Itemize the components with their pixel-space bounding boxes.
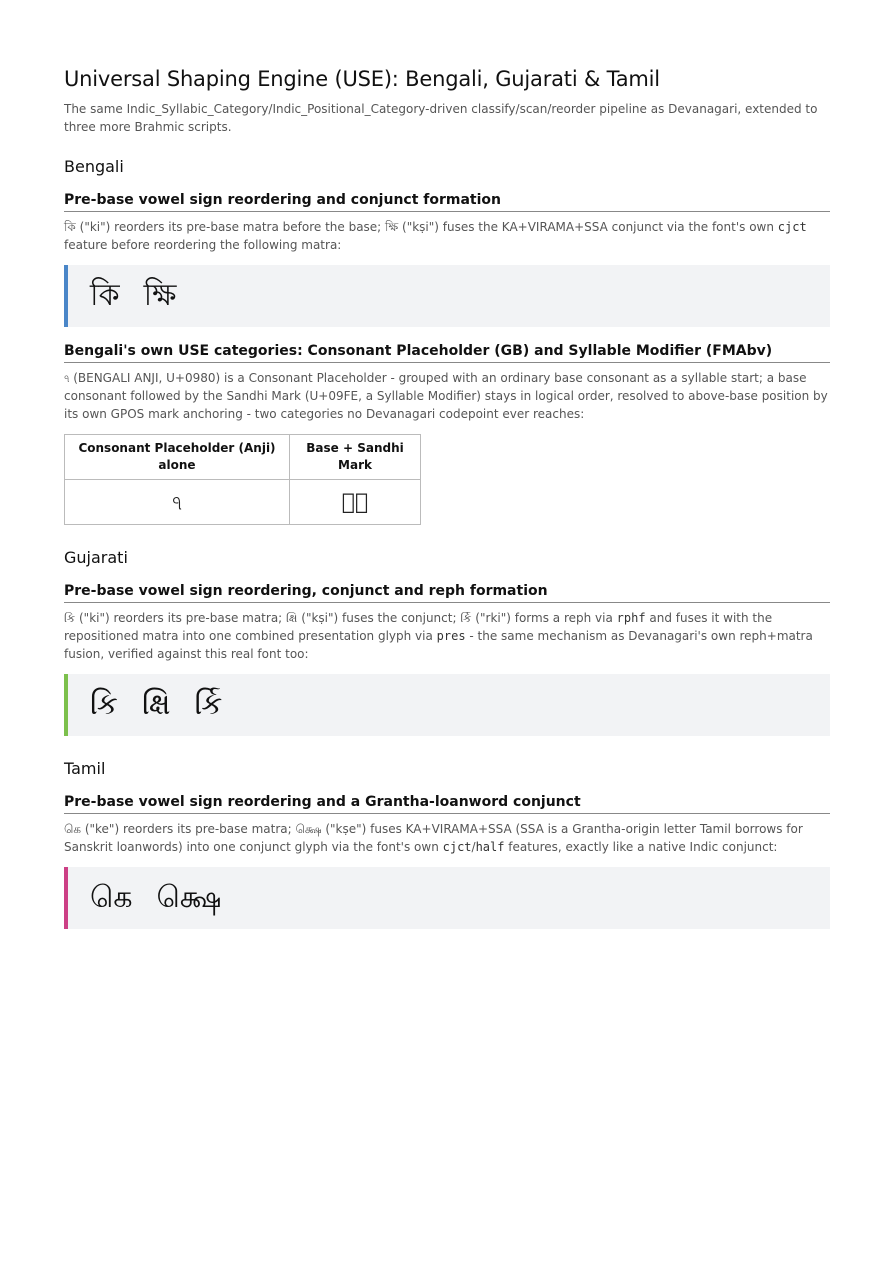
feature-code: half <box>475 840 505 854</box>
feature-code: cjct <box>442 840 472 854</box>
section-heading-gujarati: Gujarati <box>64 548 128 567</box>
table-row <box>65 480 421 525</box>
sample-glyph: કિ <box>90 687 118 722</box>
subsection-title-gujarati-reordering: Pre-base vowel sign reordering, conjunct and reph formation <box>64 581 830 603</box>
sample-box-gujarati <box>64 674 830 736</box>
sample-glyph: க்ஷெ <box>156 880 222 915</box>
sample-box-bengali <box>64 265 830 327</box>
sample-glyph: কি <box>90 278 120 313</box>
table-header-row <box>65 435 421 480</box>
feature-code: cjct <box>777 220 807 234</box>
table-header: Consonant Placeholder (Anji) alone <box>65 435 290 480</box>
subsection-title-bengali-reordering: Pre-base vowel sign reordering and conjunct formation <box>64 190 830 212</box>
desc-text: கெ ("ke") reorders its pre-base matra; க்ஷெ ("kṣe") fuses KA+VIRAMA+SSA (SSA is a Grantha-origin letter Tamil borrows for Sanskrit loanwords) into one conjunct glyph via the font's own <box>64 822 803 854</box>
page-title: Universal Shaping Engine (USE): Bengali, Gujarati & Tamil <box>64 67 660 91</box>
feature-code: rphf <box>616 611 646 625</box>
subsection-title-tamil-reordering: Pre-base vowel sign reordering and a Grantha-loanword conjunct <box>64 792 830 814</box>
sample-box-tamil <box>64 867 830 929</box>
subsection-desc-tamil-reordering <box>64 820 830 856</box>
desc-text: feature before reordering the following matra: <box>64 238 342 252</box>
section-heading-tamil: Tamil <box>64 759 106 778</box>
sample-glyph: ক্ষি <box>143 278 177 313</box>
table-cell: ক৾ <box>290 480 421 525</box>
desc-text: features, exactly like a native Indic conjunct: <box>504 840 778 854</box>
section-heading-bengali: Bengali <box>64 157 124 176</box>
table-cell: ঀ <box>65 480 290 525</box>
desc-text: / <box>471 840 476 854</box>
subsection-desc-bengali-reordering <box>64 218 830 254</box>
subsection-title-bengali-categories: Bengali's own USE categories: Consonant Placeholder (GB) and Syllable Modifier (FMAbv) <box>64 341 830 363</box>
desc-text: - the same mechanism as Devanagari's own reph+matra fusion, verified against this real font too: <box>64 629 813 661</box>
sample-glyph: கெ <box>90 880 133 915</box>
table-header: Base + Sandhi Mark <box>290 435 421 480</box>
sample-glyph: ક્ષિ <box>141 687 171 722</box>
subsection-desc-gujarati-reordering <box>64 609 830 663</box>
desc-text: કિ ("ki") reorders its pre-base matra; ક્ષિ ("kṣi") fuses the conjunct; ર્કિ ("rki") forms a reph via <box>64 611 617 625</box>
page-lede: The same Indic_Syllabic_Category/Indic_Positional_Category-driven classify/scan/reorder pipeline as Devanagari, extended to three more Brahmic scripts. <box>64 102 818 134</box>
desc-text: and fuses it with the repositioned matra into one combined presentation glyph via <box>64 611 773 643</box>
feature-code: pres <box>436 629 466 643</box>
desc-text: কি ("ki") reorders its pre-base matra before the base; ক্ষি ("kṣi") fuses the KA+VIRAMA+SSA conjunct via the font's own <box>64 220 778 234</box>
sample-glyph: ર્કિ <box>194 687 223 722</box>
categories-table <box>64 434 421 525</box>
subsection-desc-bengali-categories: ঀ (BENGALI ANJI, U+0980) is a Consonant Placeholder - grouped with an ordinary base consonant as a syllable start; a base consonant followed by the Sandhi Mark (U+09FE, a Syllable Modifier) stays in logical order, resolved to above-base position by its own GPOS mark anchoring - two categories no Devanagari codepoint ever reaches: <box>64 371 828 421</box>
